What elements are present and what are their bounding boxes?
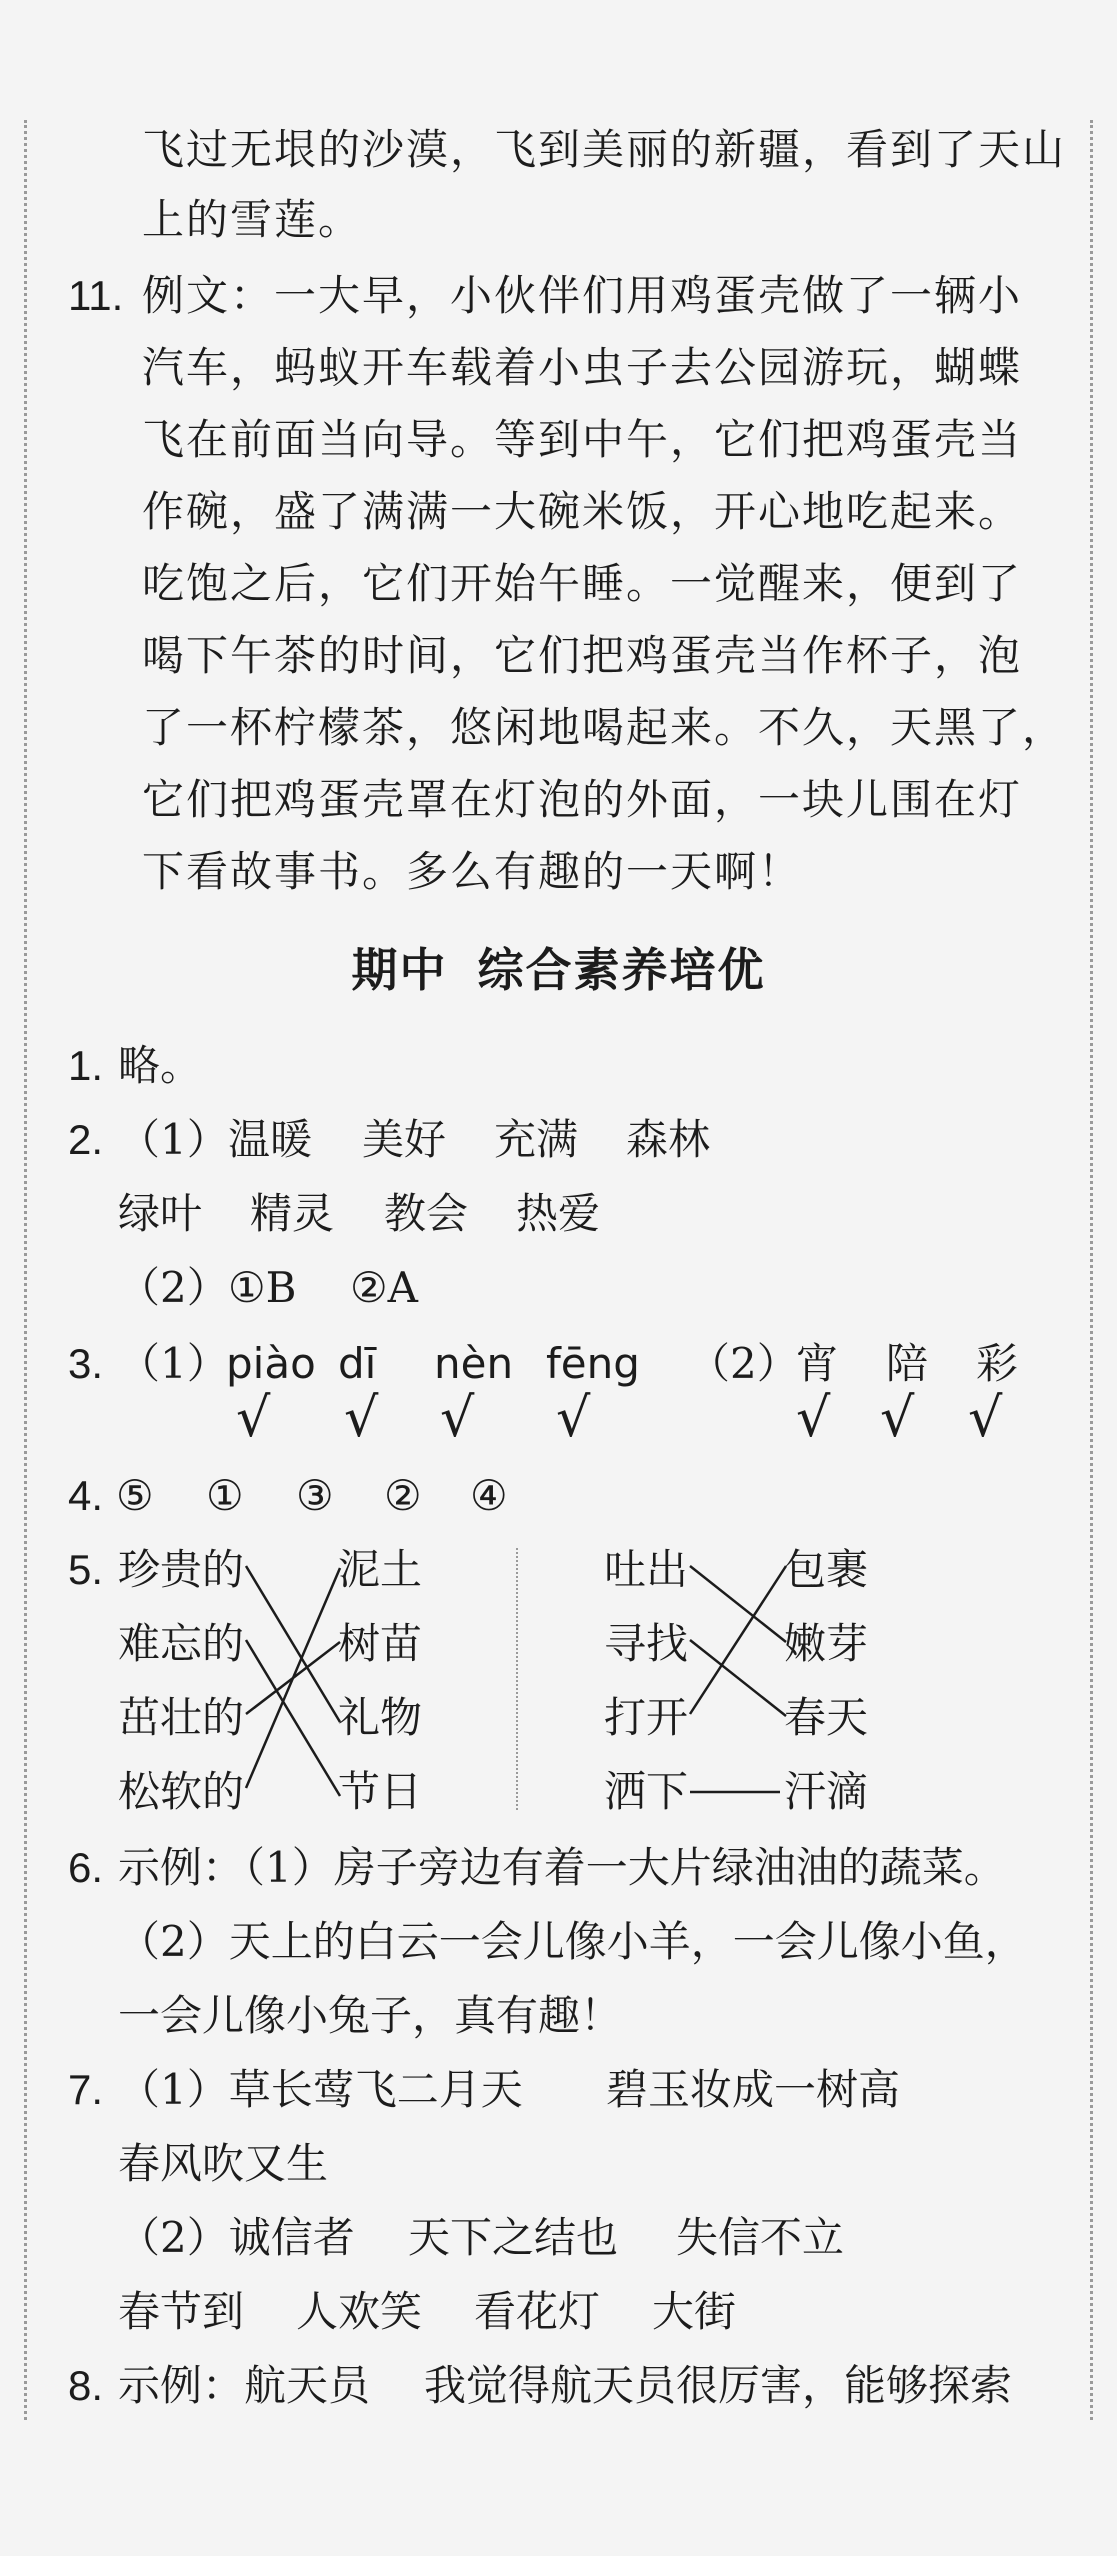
q2-word: 教会 <box>384 1189 469 1238</box>
q2-word: 热爱 <box>516 1189 601 1238</box>
q7-phrase: 看花灯 <box>474 2287 601 2336</box>
q3-sub2-label: （2） <box>688 1339 799 1388</box>
q3-pinyin: dī <box>338 1339 377 1388</box>
match-line <box>690 1566 786 1642</box>
q11-line-6: 喝下午茶的时间，它们把鸡蛋壳当作杯子，泡 <box>142 631 1023 680</box>
q2-sub2-label: （2） <box>118 1263 229 1312</box>
check-mark: √ <box>796 1386 831 1449</box>
q7-line-3b: 天下之结也 <box>408 2213 619 2262</box>
q2-sub2-answer-a: ①B <box>228 1263 297 1312</box>
q7-line-2: 春风吹又生 <box>118 2139 329 2188</box>
q11-line-3: 飞在前面当向导。等到中午，它们把鸡蛋壳当 <box>142 415 1023 464</box>
q4-item: ④ <box>470 1471 508 1520</box>
q5-right-object: 嫩芽 <box>784 1619 869 1668</box>
match-line <box>690 1566 786 1714</box>
q1-answer: 略。 <box>118 1041 203 1090</box>
q3-pinyin: nèn <box>434 1339 514 1388</box>
q5-left-adjective: 茁壮的 <box>118 1693 245 1742</box>
q2-word: 美好 <box>362 1115 447 1164</box>
q11-line-8: 它们把鸡蛋壳罩在灯泡的外面，一块儿围在灯 <box>142 775 1023 824</box>
q5-number: 5. <box>68 1546 104 1593</box>
q5-right-verb: 打开 <box>604 1693 689 1742</box>
q11-line-7: 了一杯柠檬茶，悠闲地喝起来。不久，天黑了， <box>142 703 1067 752</box>
q7-phrase: 人欢笑 <box>296 2287 423 2336</box>
q3-char: 陪 <box>886 1339 929 1388</box>
q5-right-object: 汗滴 <box>784 1767 869 1816</box>
q11-line-4: 作碗，盛了满满一大碗米饭，开心地吃起来。 <box>142 487 1023 536</box>
q11-number: 11. <box>68 272 124 319</box>
q5-left-noun: 礼物 <box>338 1693 423 1742</box>
q2-word: 温暖 <box>228 1115 313 1164</box>
q8-line-1b: 我觉得航天员很厉害，能够探索 <box>424 2361 1013 2410</box>
check-mark: √ <box>440 1386 475 1449</box>
check-mark: √ <box>556 1386 591 1449</box>
match-line <box>690 1640 786 1716</box>
check-mark: √ <box>344 1386 379 1449</box>
q7-phrase: 大街 <box>652 2287 737 2336</box>
q3-char: 彩 <box>976 1339 1019 1388</box>
q8-number: 8. <box>68 2362 104 2409</box>
q5-right-verb: 吐出 <box>604 1545 689 1594</box>
q7-line-1a: （1）草长莺飞二月天 <box>118 2065 523 2114</box>
q7-line-1b: 碧玉妆成一树高 <box>606 2065 901 2114</box>
q4-item: ③ <box>296 1471 334 1520</box>
match-line <box>246 1568 340 1788</box>
q7-phrase: 春节到 <box>118 2287 245 2336</box>
q5-left-noun: 节日 <box>338 1767 423 1816</box>
q7-line-3c: 失信不立 <box>676 2213 845 2262</box>
q2-word: 充满 <box>494 1115 579 1164</box>
q6-line-1: 示例：（1）房子旁边有着一大片绿油油的蔬菜。 <box>118 1843 1006 1892</box>
q7-number: 7. <box>68 2066 104 2113</box>
q6-line-2: （2）天上的白云一会儿像小羊，一会儿像小鱼， <box>118 1917 1027 1966</box>
q3-sub1-label: （1） <box>118 1339 229 1388</box>
q1-number: 1. <box>68 1042 104 1089</box>
q5-right-verb: 寻找 <box>604 1619 689 1668</box>
q11-line-9: 下看故事书。多么有趣的一天啊！ <box>142 847 803 896</box>
q11-line-2: 汽车，蚂蚁开车载着小虫子去公园游玩，蝴蝶 <box>142 343 1023 392</box>
q5-right-verb: 洒下 <box>604 1767 689 1816</box>
q3-pinyin: piào <box>226 1339 316 1388</box>
check-mark: √ <box>880 1386 915 1449</box>
q2-number: 2. <box>68 1116 104 1163</box>
q11-line-1: 例文：一大早，小伙伴们用鸡蛋壳做了一辆小 <box>142 271 1023 320</box>
q5-left-adjective: 珍贵的 <box>118 1545 245 1594</box>
q4-item: ② <box>384 1471 422 1520</box>
q6-number: 6. <box>68 1844 104 1891</box>
match-line <box>246 1640 340 1796</box>
continuation-line-2: 上的雪莲。 <box>142 195 363 244</box>
q2-word: 森林 <box>626 1115 711 1164</box>
q5-left-adjective: 松软的 <box>118 1767 245 1816</box>
section-heading-part2: 综合素养培优 <box>477 943 766 997</box>
q7-line-3a: （2）诚信者 <box>118 2213 355 2262</box>
q3-pinyin: fēng <box>546 1339 640 1388</box>
q3-char: 宵 <box>796 1339 839 1388</box>
q2-sub2-answer-b: ②A <box>350 1263 418 1312</box>
section-heading-part1: 期中 <box>351 943 448 997</box>
q5-left-adjective: 难忘的 <box>118 1619 245 1668</box>
q3-number: 3. <box>68 1340 104 1387</box>
q5-right-object: 包裹 <box>784 1545 869 1594</box>
q4-item: ⑤ <box>116 1471 154 1520</box>
q4-number: 4. <box>68 1472 104 1519</box>
q5-right-object: 春天 <box>784 1693 869 1742</box>
check-mark: √ <box>968 1386 1003 1449</box>
q2-word: 精灵 <box>250 1189 335 1238</box>
q11-line-5: 吃饱之后，它们开始午睡。一觉醒来，便到了 <box>142 559 1023 608</box>
q2-sub1-label: （1） <box>118 1115 229 1164</box>
match-line <box>246 1566 340 1722</box>
q4-item: ① <box>206 1471 244 1520</box>
continuation-line-1: 飞过无垠的沙漠，飞到美丽的新疆，看到了天山 <box>142 125 1067 174</box>
q6-line-3: 一会儿像小兔子，真有趣！ <box>118 1991 623 2040</box>
q5-left-noun: 泥土 <box>338 1545 423 1594</box>
q2-word: 绿叶 <box>118 1189 203 1238</box>
q5-left-noun: 树苗 <box>338 1619 423 1668</box>
check-mark: √ <box>236 1386 271 1449</box>
q8-line-1a: 示例：航天员 <box>118 2361 371 2410</box>
